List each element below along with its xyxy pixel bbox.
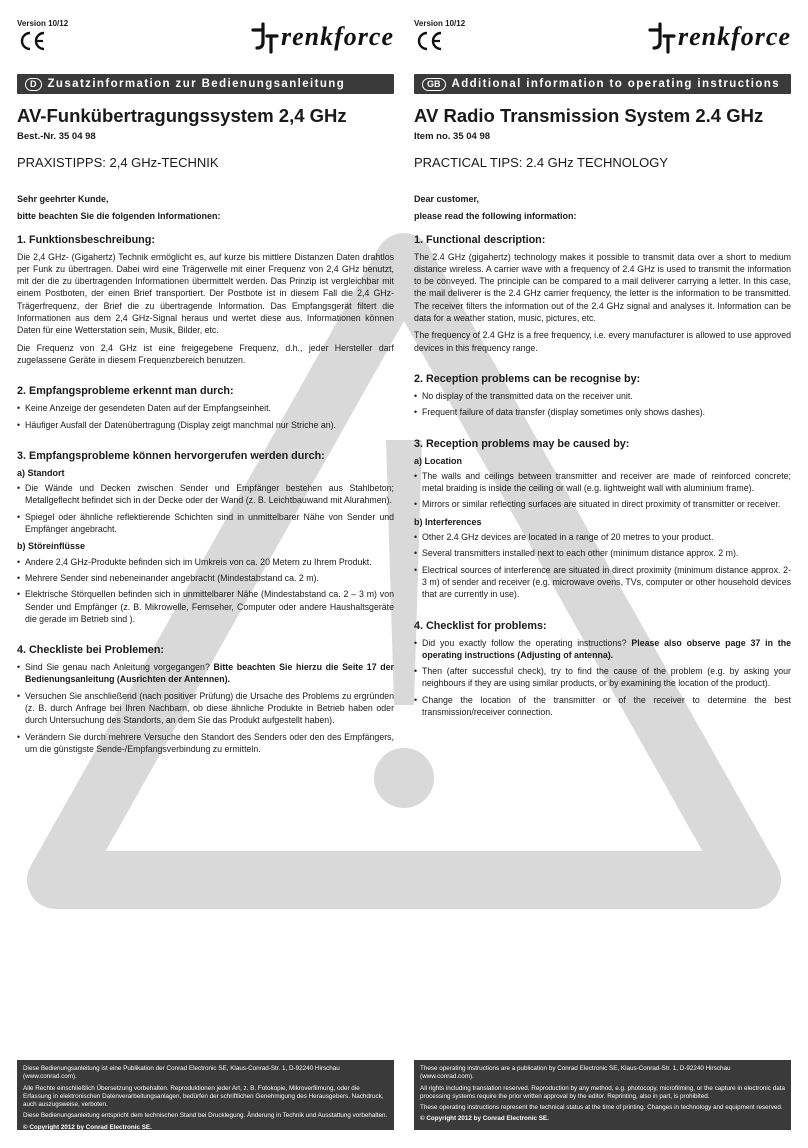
list-item: • Die Wände und Decken zwischen Sender und Empfänger bestehen aus Stahlbeton; Metallgeflecht befindet sich in der Decke oder der Wand (z. B. Leichtbauwand mit Alurahmen). xyxy=(17,482,394,507)
ce-mark-icon xyxy=(415,31,443,51)
list-item: • Elektrische Störquellen befinden sich in unmittelbarer Nähe (Mindestabstand ca. 2 – 3 m) von Sender und Empfänger (z. B. Mikrowelle, Fernseher, Computer oder andere Haushaltsgeräte die gerade im Betrieb sind ). xyxy=(17,588,394,625)
banner-text: Zusatzinformation zur Bedienungsanleitung xyxy=(47,77,346,90)
version-label: Version 10/12 xyxy=(17,19,69,28)
practical-tips-heading: PRACTICAL TIPS: 2.4 GHz TECHNOLOGY xyxy=(414,155,669,171)
list-item: • Then (after successful check), try to find the cause of the problem (e.g. by asking your neighbours if they are using similar products, or by examining the location of the product). xyxy=(414,665,791,690)
bullet-list xyxy=(414,531,791,600)
section-banner xyxy=(414,74,791,94)
section-heading: 1. Functional description: xyxy=(414,233,546,246)
language-badge: GB xyxy=(422,78,446,91)
list-item: • Verändern Sie durch mehrere Versuche den Standort des Senders oder den des Empfängers, um die günstigste Sende-/Empfangsverbindung zu ermitteln. xyxy=(17,731,394,756)
imprint-footer-english xyxy=(414,1060,791,1130)
brand-name: renkforce xyxy=(678,21,791,51)
banner-text: Additional information to operating instructions xyxy=(451,77,780,90)
subsection-label: b) Störeinflüsse xyxy=(17,541,86,552)
imprint-text: These operating instructions represent the technical status at the time of printing. Changes in technology and equipment reserved. xyxy=(420,1104,783,1112)
list-item xyxy=(414,637,791,662)
section-heading: 4. Checkliste bei Problemen: xyxy=(17,644,165,657)
column-german xyxy=(17,18,394,1038)
product-title: AV Radio Transmission System 2.4 GHz xyxy=(414,105,764,126)
imprint-text: All rights including translation reserved. Reproduction by any method, e.g. photocopy, microfilming, or the capture in electronic data processing systems require the prior written approval by the editor. Reprinting, also in part, is prohibited. xyxy=(420,1084,785,1100)
list-item-text: Sind Sie genau nach Anleitung vorgegangen? xyxy=(25,662,214,673)
renkforce-logo-icon xyxy=(646,20,676,54)
list-item: • Change the location of the transmitter or of the receiver to determine the best transmission/receiver connection. xyxy=(414,694,791,719)
section-banner xyxy=(17,74,394,94)
imprint-text: Diese Bedienungsanleitung entspricht dem technischen Stand bei Drucklegung. Änderung in Technik und Ausstattung vorbehalten. xyxy=(23,1112,388,1120)
list-item: • Versuchen Sie anschließend (nach positiver Prüfung) die Ursache des Problems zu ergründen (z. B. durch Anfrage bei Ihren Nachbarn, ob diese ähnliche Produkte in Betrieb haben oder durch Untersuchung des Standorts, an dem Sie das Produkt aufgestellt haben). xyxy=(17,690,394,727)
list-item: • Keine Anzeige der gesendeten Daten auf der Empfangseinheit. xyxy=(17,402,394,414)
greeting-line: please read the following information: xyxy=(414,210,577,221)
ce-mark-icon xyxy=(18,31,46,51)
bullet-list xyxy=(17,402,394,431)
imprint-text: Alle Rechte einschließlich Übersetzung vorbehalten. Reproduktionen jeder Art, z. B. Fotokopie, Mikroverfilmung, oder die Erfassung in elektronischen Datenverarbeitungsanlagen, bedürfen der schriftlichen Genehmigung des Herausgebers. Nachdruck, auch auszugsweise, verboten. xyxy=(23,1084,384,1109)
imprint-text: These operating instructions are a publication by Conrad Electronic SE, Klaus-Conrad-Str. 1, D-92240 Hirschau (www.conrad.com). xyxy=(420,1065,731,1081)
list-item: • Several transmitters installed next to each other (minimum distance approx. 2 m). xyxy=(414,547,791,559)
paragraph: Die 2,4 GHz- (Gigahertz) Technik ermöglicht es, auf kurze bis mittlere Distanzen Daten drahtlos per Funk zu übertragen. Dabei wird eine Trägerwelle mit einer Frequenz von 2,4 GHz benutzt, mit der die zu übertragenden Informationen übermittelt werden. Das Prinzip ist vergleichbar mit einem Postboten, der einen Brief transportiert. Der Postbote ist in diesem Fall die 2,4 GHz-Trägerfrequenz, der Brief die zu übertragende Information. Das Empfangsgerät filtert die Informationen aus dem 2,4 GHz-Signal heraus und wertet diese aus. Informationen können Daten für eine Wetterstation sein, Musik, Bilder, etc. xyxy=(17,251,394,336)
subsection-label: a) Standort xyxy=(17,467,65,478)
list-item: • Electrical sources of interference are situated in direct proximity (minimum distance approx. 2-3 m) of sender and receiver (e.g. microwave ovens, TVs, computer or other household devices that are currently in use). xyxy=(414,564,791,601)
list-item: • Mirrors or similar reflecting surfaces are situated in direct proximity of transmitter or receiver. xyxy=(414,498,791,510)
bullet-list xyxy=(17,556,394,625)
list-item-text: Did you exactly follow the operating instructions? xyxy=(422,637,632,648)
list-item: • Spiegel oder ähnliche reflektierende Schichten sind in unmittelbarer Nähe von Sender und Empfänger angebracht. xyxy=(17,511,394,536)
bullet-list xyxy=(414,637,791,719)
subsection-label: a) Location xyxy=(414,455,463,466)
greeting-line: Dear customer, xyxy=(414,193,480,204)
list-item: • Andere 2,4 GHz-Produkte befinden sich im Umkreis von ca. 20 Metern zu Ihrem Produkt. xyxy=(17,556,394,568)
list-item: • Mehrere Sender sind nebeneinander angebracht (Mindestabstand ca. 2 m). xyxy=(17,572,394,584)
item-number: Item no. 35 04 98 xyxy=(414,131,491,142)
paragraph: The 2.4 GHz (gigahertz) technology makes it possible to transmit data over a short to medium distance wireless. A carrier wave with a frequency of 2.4 GHz is used to transmit the information to be conveyed. The principle can be compared to a mail deliverer carrying a letter. In this case, the mail deliverer is the 2.4 GHz carrier frequency, the letter is the information to be transmitted. The receiver filters the information out of the 2.4 GHz signal and analyses it. Information can be data for a weather station, music, pictures, etc. xyxy=(414,251,791,324)
copyright: © Copyright 2012 by Conrad Electronic SE. xyxy=(420,1115,549,1123)
list-item: • Other 2.4 GHz devices are located in a range of 20 metres to your product. xyxy=(414,531,791,543)
bullet-list xyxy=(414,390,791,419)
list-item: • Frequent failure of data transfer (display sometimes only shows dashes). xyxy=(414,406,791,418)
section-heading: 3. Empfangsprobleme können hervorgerufen werden durch: xyxy=(17,449,325,462)
section-heading: 4. Checklist for problems: xyxy=(414,619,547,632)
brand-name: renkforce xyxy=(281,21,394,51)
list-item-emphasis: Bitte beachten Sie hierzu die Seite 17 der Bedienungsanleitung (Ausrichten der Antennen). xyxy=(25,662,394,685)
paragraph: Die Frequenz von 2,4 GHz ist eine freigegebene Frequenz, d.h., jeder Hersteller darf zugelassene Geräte in diesem Frequenzbereich benutzen. xyxy=(17,342,394,365)
list-item-emphasis: Please also observe page 37 in the operating instructions (Adjusting of antenna). xyxy=(422,637,791,660)
subsection-label: b) Interferences xyxy=(414,516,482,527)
header-english xyxy=(414,18,791,74)
item-number: Best.-Nr. 35 04 98 xyxy=(17,131,96,142)
greeting xyxy=(17,191,394,225)
column-english xyxy=(414,18,791,1038)
list-item: • No display of the transmitted data on the receiver unit. xyxy=(414,390,791,402)
bullet-list xyxy=(17,482,394,535)
section-heading: 3. Reception problems may be caused by: xyxy=(414,437,630,450)
greeting-line: Sehr geehrter Kunde, xyxy=(17,193,109,204)
paragraph: The frequency of 2.4 GHz is a free frequency, i.e. every manufacturer is allowed to use approved devices in this frequency range. xyxy=(414,330,791,353)
practical-tips-heading: PRAXISTIPPS: 2,4 GHz-TECHNIK xyxy=(17,155,219,171)
header-german xyxy=(17,18,394,74)
language-badge: D xyxy=(25,78,42,91)
list-item xyxy=(17,661,394,686)
list-item: • Häufiger Ausfall der Datenübertragung (Display zeigt manchmal nur Striche an). xyxy=(17,419,394,431)
section-heading: 1. Funktionsbeschreibung: xyxy=(17,233,155,246)
bullet-list xyxy=(414,470,791,511)
version-label: Version 10/12 xyxy=(414,19,466,28)
copyright: © Copyright 2012 by Conrad Electronic SE. xyxy=(23,1123,152,1131)
section-heading: 2. Reception problems can be recognise by: xyxy=(414,372,641,385)
product-title: AV-Funkübertragungssystem 2,4 GHz xyxy=(17,105,347,126)
bullet-list xyxy=(17,661,394,755)
brand-logo xyxy=(249,20,394,54)
section-heading: 2. Empfangsprobleme erkennt man durch: xyxy=(17,385,234,398)
imprint-footer-german xyxy=(17,1060,394,1130)
greeting xyxy=(414,191,791,225)
imprint-text: Diese Bedienungsanleitung ist eine Publikation der Conrad Electronic SE, Klaus-Conrad-Str. 1, D-92240 Hirschau (www.conrad.com). xyxy=(23,1065,340,1081)
greeting-line: bitte beachten Sie die folgenden Informationen: xyxy=(17,210,221,221)
list-item: • The walls and ceilings between transmitter and receiver are made of reinforced concrete; metal braiding is inside the ceiling or wall (e.g. lightweight wall with aluminium frame). xyxy=(414,470,791,495)
brand-logo xyxy=(646,20,791,54)
renkforce-logo-icon xyxy=(249,20,279,54)
